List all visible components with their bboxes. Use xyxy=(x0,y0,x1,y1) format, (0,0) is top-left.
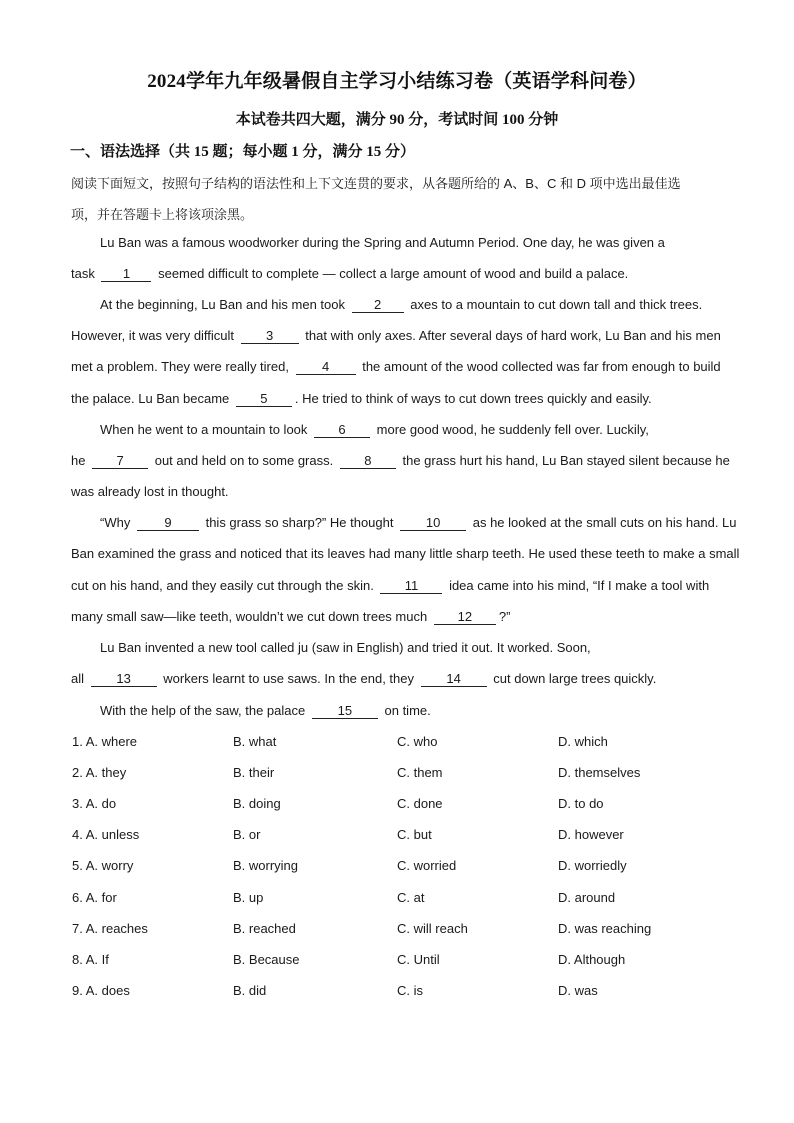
passage-line xyxy=(71,391,652,407)
answer-blank: 6 xyxy=(314,423,370,438)
answer-blank: 3 xyxy=(241,329,299,344)
text: all xyxy=(71,671,85,686)
text: cut down large trees quickly. xyxy=(493,671,657,686)
passage-line: Lu Ban was a famous woodworker during the Spring and Autumn Period. One day, he was given a xyxy=(100,235,665,250)
text: “Why xyxy=(100,515,131,530)
option-b: B. what xyxy=(233,734,277,749)
option-c: C. done xyxy=(397,796,443,812)
text: seemed difficult to complete — collect a large amount of wood and build a palace. xyxy=(158,266,629,281)
answer-blank: 11 xyxy=(380,579,442,594)
answer-blank: 12 xyxy=(434,610,496,625)
text: out and held on to some grass. xyxy=(154,453,334,468)
option-d: D. however xyxy=(558,827,624,843)
option-d: D. was xyxy=(558,982,598,998)
text: that with only axes. After several days of hard work, Lu Ban and his men xyxy=(305,328,721,343)
text: ?” xyxy=(498,609,511,624)
passage-line xyxy=(71,328,721,344)
text: When he went to a mountain to look xyxy=(100,422,308,437)
text: on time. xyxy=(384,703,431,718)
option-c: C. Until xyxy=(397,951,440,967)
text: axes to a mountain to cut down tall and thick trees. xyxy=(410,297,703,312)
passage-line xyxy=(100,515,737,531)
text: this grass so sharp?” He thought xyxy=(205,515,394,530)
text: met a problem. They were really tired, xyxy=(71,359,289,374)
text: the amount of the wood collected was far from enough to build xyxy=(362,359,721,374)
answer-blank: 9 xyxy=(137,516,199,531)
option-b: B. doing xyxy=(233,796,281,812)
text: With the help of the saw, the palace xyxy=(100,703,306,718)
option-b: B. Because xyxy=(233,951,300,967)
answer-blank: 13 xyxy=(91,672,157,687)
answer-blank: 10 xyxy=(400,516,466,531)
passage-line: Ban examined the grass and noticed that its leaves had many little sharp teeth. He used these teeth to make a small xyxy=(71,546,740,561)
passage-line xyxy=(71,671,656,687)
text: more good wood, he suddenly fell over. Luckily, xyxy=(376,422,649,437)
option-c: C. will reach xyxy=(397,920,468,936)
passage-line xyxy=(71,453,730,469)
option-b: B. their xyxy=(233,765,275,781)
option-b: B. reached xyxy=(233,920,296,936)
instruction-line: 项，并在答题卡上将该项涂黑。 xyxy=(71,207,254,222)
option-a: 5. A. worry xyxy=(72,858,134,874)
exam-info: 本试卷共四大题，满分 90 分，考试时间 100 分钟 xyxy=(235,112,559,128)
text: as he looked at the small cuts on his hand. Lu xyxy=(472,515,737,530)
text: the grass hurt his hand, Lu Ban stayed silent because he xyxy=(402,453,730,468)
option-b: B. did xyxy=(233,982,267,998)
option-d: D. themselves xyxy=(558,765,641,781)
passage-line xyxy=(71,359,721,375)
option-a: 1. A. where xyxy=(72,734,138,749)
option-d: D. was reaching xyxy=(558,920,652,936)
option-a: 8. A. If xyxy=(72,951,109,967)
option-b: B. or xyxy=(233,827,261,843)
option-c: C. worried xyxy=(397,858,457,874)
passage-line: was already lost in thought. xyxy=(71,484,229,499)
answer-blank: 2 xyxy=(352,298,404,313)
option-a: 6. A. for xyxy=(72,889,117,905)
answer-blank: 4 xyxy=(296,360,356,375)
option-d: D. to do xyxy=(558,796,604,812)
answer-blank: 14 xyxy=(421,672,487,687)
passage-line xyxy=(71,266,628,282)
text: At the beginning, Lu Ban and his men took xyxy=(100,297,346,312)
option-d: D. worriedly xyxy=(558,858,627,874)
option-b: B. worrying xyxy=(233,858,299,874)
option-d: D. Although xyxy=(558,951,626,967)
text: . He tried to think of ways to cut down trees quickly and easily. xyxy=(294,391,652,406)
answer-blank: 7 xyxy=(92,454,148,469)
answer-blank: 1 xyxy=(101,267,151,282)
passage-line xyxy=(100,422,649,438)
option-c: C. at xyxy=(397,889,425,905)
option-a: 3. A. do xyxy=(72,796,117,812)
option-b: B. up xyxy=(233,889,264,905)
answer-blank: 8 xyxy=(340,454,396,469)
text: workers learnt to use saws. In the end, they xyxy=(163,671,415,686)
text: the palace. Lu Ban became xyxy=(71,391,230,406)
option-c: C. but xyxy=(397,827,432,843)
option-c: C. who xyxy=(397,734,438,749)
passage-line xyxy=(100,297,702,313)
passage-line xyxy=(71,609,510,625)
option-a: 9. A. does xyxy=(72,982,130,998)
text: he xyxy=(71,453,86,468)
option-a: 4. A. unless xyxy=(72,827,140,843)
passage-line: Lu Ban invented a new tool called ju (saw in English) and tried it out. It worked. Soon, xyxy=(100,640,591,655)
text: many small saw—like teeth, wouldn’t we cut down trees much xyxy=(71,609,428,624)
answer-blank: 5 xyxy=(236,392,292,407)
text: However, it was very difficult xyxy=(71,328,235,343)
answer-blank: 15 xyxy=(312,704,378,719)
section-heading: 一、语法选择（共 15 题；每小题 1 分，满分 15 分） xyxy=(70,144,416,160)
text: idea came into his mind, “If I make a tool with xyxy=(449,578,710,593)
option-c: C. is xyxy=(397,982,423,998)
text: cut on his hand, and they easily cut through the skin. xyxy=(71,578,374,593)
text: task xyxy=(71,266,95,281)
instruction-line: 阅读下面短文，按照句子结构的语法性和上下文连贯的要求，从各题所给的 A、B、C 和 D 项中选出最佳选 xyxy=(71,176,681,191)
passage-line xyxy=(100,703,431,719)
page-title: 2024学年九年级暑假自主学习小结练习卷（英语学科问卷） xyxy=(147,71,647,92)
option-c: C. them xyxy=(397,765,443,781)
option-a: 7. A. reaches xyxy=(72,920,148,936)
option-d: D. which xyxy=(558,734,608,749)
option-a: 2. A. they xyxy=(72,765,127,781)
option-d: D. around xyxy=(558,889,616,905)
passage-line xyxy=(71,578,709,594)
